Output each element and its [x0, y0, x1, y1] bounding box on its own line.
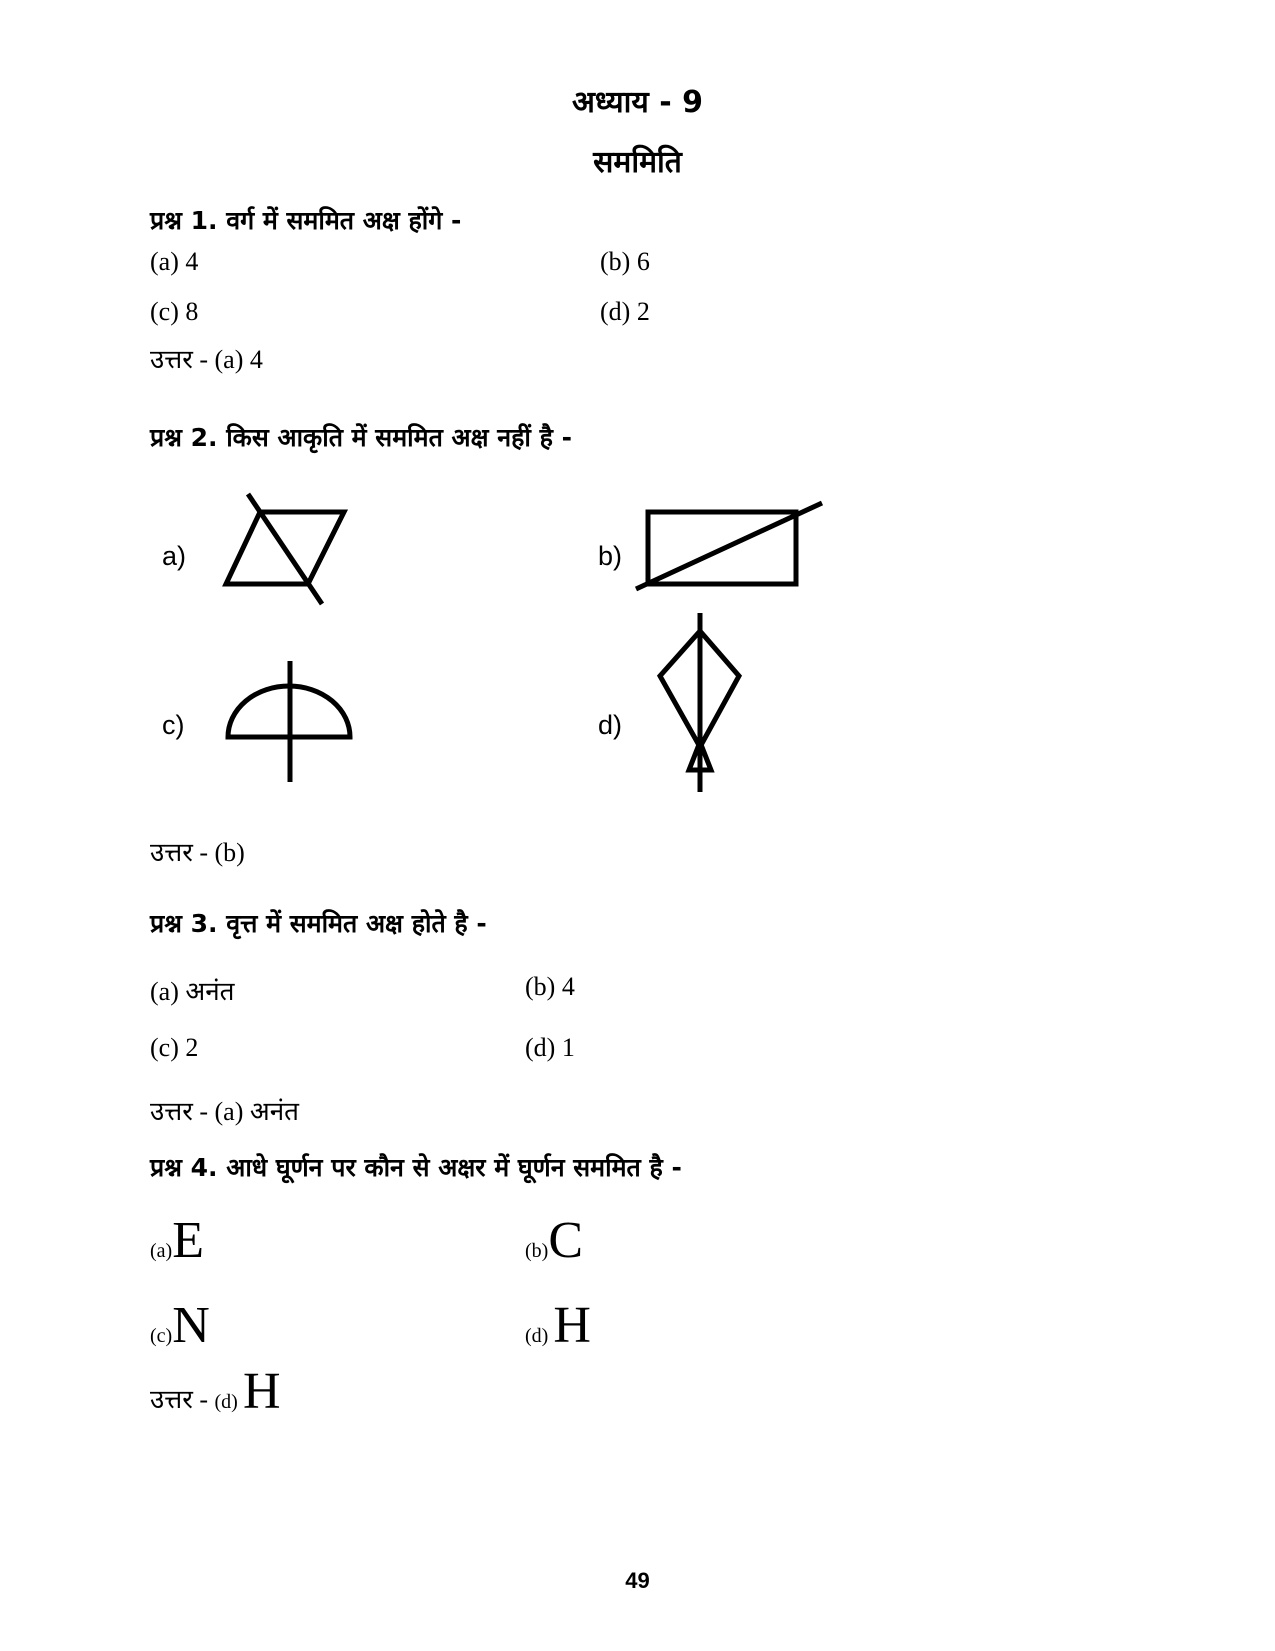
chapter-heading: अध्याय - 9: [572, 85, 703, 120]
q4-answer-prefix: उत्तर -: [150, 1385, 215, 1414]
figure-label-a: a): [162, 541, 187, 571]
q4-answer-label: (d): [214, 1391, 238, 1413]
q4-option-c-label: (c): [150, 1325, 173, 1347]
q4-option-a-label: (a): [150, 1240, 173, 1262]
q4-option-d-label: (d): [525, 1325, 549, 1347]
q3-option-b: (b) 4: [525, 972, 575, 1001]
q1-answer: उत्तर - (a) 4: [150, 345, 263, 374]
figure-label-c: c): [162, 710, 185, 740]
q4-option-d-letter: H: [553, 1297, 591, 1354]
q1-option-d: (d) 2: [600, 297, 650, 326]
q1-option-a: (a) 4: [150, 247, 199, 276]
figure-label-b: b): [598, 541, 623, 571]
question-3: प्रश्न 3. वृत्त में सममित अक्ष होते है -: [150, 909, 487, 938]
question-2: प्रश्न 2. किस आकृति में सममित अक्ष नहीं है -: [150, 423, 572, 452]
q4-option-c: [150, 1297, 210, 1354]
q3-option-d: (d) 1: [525, 1033, 575, 1062]
q4-answer: [150, 1363, 281, 1420]
figure-label-d: d): [598, 710, 623, 740]
q2-answer: उत्तर - (b): [150, 838, 245, 867]
q4-option-c-letter: N: [172, 1297, 210, 1354]
q4-option-b-letter: C: [548, 1212, 584, 1269]
q1-option-c: (c) 8: [150, 297, 199, 326]
q4-option-b: [525, 1212, 584, 1269]
q3-option-c: (c) 2: [150, 1033, 199, 1062]
chapter-title: सममिति: [593, 145, 682, 180]
q4-answer-letter: H: [242, 1363, 281, 1420]
q1-option-b: (b) 6: [600, 247, 650, 276]
q3-option-a: (a) अनंत: [150, 977, 235, 1006]
question-4: प्रश्न 4. आधे घूर्णन पर कौन से अक्षर में घूर्णन सममित है -: [150, 1153, 682, 1182]
q4-option-b-label: (b): [525, 1240, 549, 1262]
q4-option-a-letter: E: [172, 1212, 204, 1269]
q3-answer: उत्तर - (a) अनंत: [150, 1097, 299, 1126]
q4-option-d: [525, 1297, 591, 1354]
page-number: 49: [625, 1568, 650, 1593]
q4-option-a: [150, 1212, 204, 1269]
question-1: प्रश्न 1. वर्ग में सममित अक्ष होंगे -: [150, 206, 462, 235]
